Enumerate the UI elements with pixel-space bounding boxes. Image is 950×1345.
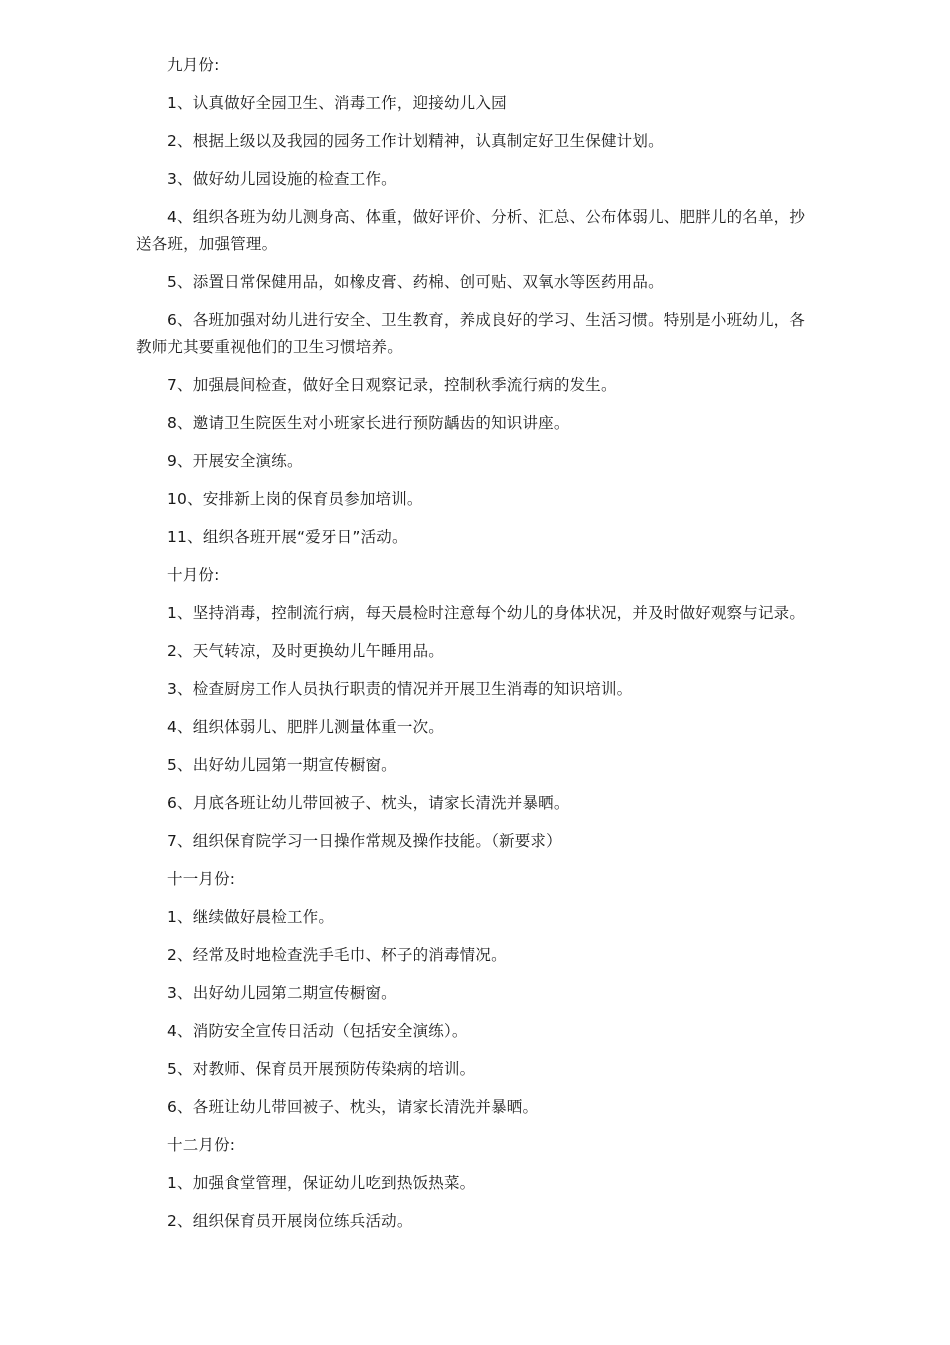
plan-item: 2、经常及时地检查洗手毛巾、杯子的消毒情况。 xyxy=(167,946,507,964)
document-page xyxy=(136,52,808,1246)
plan-item: 6、各班加强对幼儿进行安全、卫生教育，养成良好的学习、生活习惯。特别是小班幼儿，各教师尤其要重视他们的卫生习惯培养。 xyxy=(136,311,806,356)
plan-item: 5、出好幼儿园第一期宣传橱窗。 xyxy=(167,756,397,774)
plan-item: 5、添置日常保健用品，如橡皮膏、药棉、创可贴、双氧水等医药用品。 xyxy=(167,273,664,291)
plan-item: 9、开展安全演练。 xyxy=(167,452,303,470)
plan-item: 4、消防安全宣传日活动（包括安全演练）。 xyxy=(167,1022,468,1040)
month-heading-december: 十二月份: xyxy=(167,1136,236,1154)
plan-item: 2、根据上级以及我园的园务工作计划精神，认真制定好卫生保健计划。 xyxy=(167,132,664,150)
plan-item: 1、认真做好全园卫生、消毒工作，迎接幼儿入园 xyxy=(167,94,507,112)
plan-item: 4、组织体弱儿、肥胖儿测量体重一次。 xyxy=(167,718,444,736)
plan-item: 1、加强食堂管理，保证幼儿吃到热饭热菜。 xyxy=(167,1174,476,1192)
plan-item: 1、继续做好晨检工作。 xyxy=(167,908,335,926)
plan-item: 7、组织保育院学习一日操作常规及操作技能。（新要求） xyxy=(167,832,562,850)
month-heading-october: 十月份: xyxy=(167,566,220,584)
plan-item: 2、组织保育员开展岗位练兵活动。 xyxy=(167,1212,413,1230)
plan-item: 3、出好幼儿园第二期宣传橱窗。 xyxy=(167,984,397,1002)
plan-item: 7、加强晨间检查，做好全日观察记录，控制秋季流行病的发生。 xyxy=(167,376,617,394)
plan-item: 5、对教师、保育员开展预防传染病的培训。 xyxy=(167,1060,476,1078)
month-heading-september: 九月份: xyxy=(167,56,220,74)
plan-item: 6、月底各班让幼儿带回被子、枕头，请家长清洗并暴晒。 xyxy=(167,794,570,812)
plan-item: 4、组织各班为幼儿测身高、体重，做好评价、分析、汇总、公布体弱儿、肥胖儿的名单，抄送各班，加强管理。 xyxy=(136,208,806,253)
plan-item: 6、各班让幼儿带回被子、枕头，请家长清洗并暴晒。 xyxy=(167,1098,539,1116)
plan-item: 3、做好幼儿园设施的检查工作。 xyxy=(167,170,397,188)
plan-item: 1、坚持消毒，控制流行病，每天晨检时注意每个幼儿的身体状况，并及时做好观察与记录。 xyxy=(167,604,806,622)
plan-item: 11、组织各班开展“爱牙日”活动。 xyxy=(167,528,408,546)
plan-item: 3、检查厨房工作人员执行职责的情况并开展卫生消毒的知识培训。 xyxy=(167,680,633,698)
plan-item: 2、天气转凉，及时更换幼儿午睡用品。 xyxy=(167,642,444,660)
month-heading-november: 十一月份: xyxy=(167,870,236,888)
plan-item: 10、安排新上岗的保育员参加培训。 xyxy=(167,490,423,508)
plan-item: 8、邀请卫生院医生对小班家长进行预防龋齿的知识讲座。 xyxy=(167,414,570,432)
